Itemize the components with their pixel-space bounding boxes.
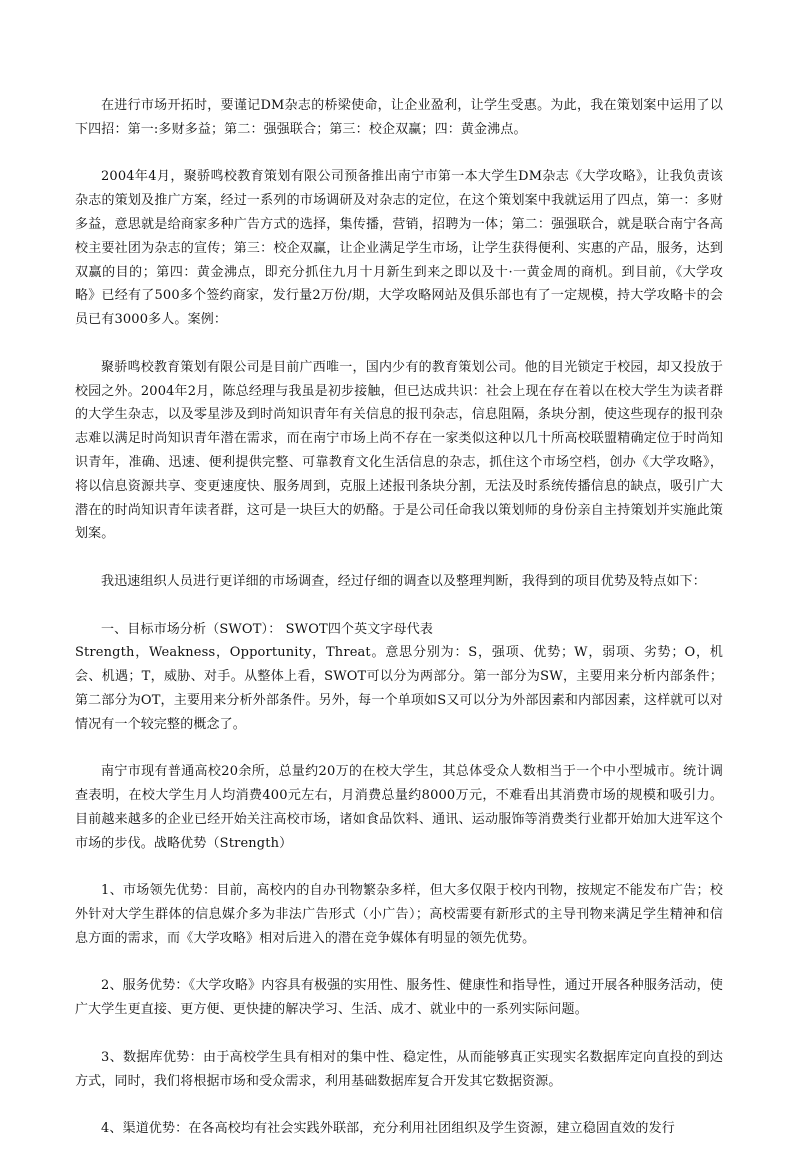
paragraph-company: 聚骄鸣校教育策划有限公司是目前广西唯一，国内少有的教育策划公司。他的目光锁定于校园，却又投放于校园之外。2004年2月，陈总经理与我虽是初步接触，但已达成共识：社会上现在存在着以在校大学生为读者群的大学生杂志，以及零星涉及到时尚知识青年有关信息的报刊杂志，信息阻隔，条块分割，使这些现存的报刊杂志难以满足时尚知识青年潜在需求，而在南宁市场上尚不存在一家类似这种以几十所高校联盟精确定位于时尚知识青年，准确、迅速、便利提供完整、可靠教育文化生活信息的杂志，抓住这个市场空档，创办《大学攻略》，将以信息资源共享、变更速度快、服务周到，克服上述报刊条块分割，无法及时系统传播信息的缺点，吸引广大潜在的时尚知识青年读者群，这可是一块巨大的奶酪。于是公司任命我以策划师的身份亲自主持策划并实施此策划案。 <box>75 359 723 542</box>
paragraph-advantage-market-lead: 1、市场领先优势：目前，高校内的自办刊物繁杂多样，但大多仅限于校内刊物，按规定不能发布广告；校外针对大学生群体的信息媒介多为非法广告形式（小广告）；高校需要有新形式的主导刊物来满足学生精神和信息方面的需求，而《大学攻略》相对后进入的潜在竞争媒体有明显的领先优势。 <box>75 883 723 946</box>
paragraph-market: 南宁市现有普通高校20余所，总量约20万的在校大学生，其总体受众人数相当于一个中小型城市。统计调查表明，在校大学生月人均消费400元左右，月消费总量约8000万元，不难看出其消费市场的规模和吸引力。目前越来越多的企业已经开始关注高校市场，诸如食品饮料、通讯、运动服饰等消费类行业都开始加大进军这个市场的步伐。战略优势（Strength） <box>75 764 723 851</box>
section-heading-swot: 一、目标市场分析（SWOT）： SWOT四个英文字母代表 <box>101 621 434 637</box>
paragraph-advantage-service: 2、服务优势：《大学攻略》内容具有极强的实用性、服务性、健康性和指导性，通过开展各种服务活动，使广大学生更直接、更方便、更快捷的解决学习、生活、成才、就业中的一系列实际问题。 <box>75 978 723 1018</box>
paragraph-intro: 在进行市场开拓时，要谨记DM杂志的桥梁使命，让企业盈利，让学生受惠。为此，我在策划案中运用了以下四招：第一:多财多益；第二：强强联合；第三：校企双赢；四：黄金沸点。 <box>75 98 723 137</box>
document-page <box>75 94 723 1165</box>
paragraph-advantage-database: 3、数据库优势：由于高校学生具有相对的集中性、稳定性，从而能够真正实现实名数据库定向直投的到达方式，同时，我们将根据市场和受众需求，利用基础数据库复合开发其它数据资源。 <box>75 1049 723 1089</box>
paragraph-advantage-channel: 4、渠道优势：在各高校均有社会实践外联部，充分利用社团组织及学生资源，建立稳固直效的发行 <box>101 1121 675 1137</box>
paragraph-swot-definition: Strength，Weakness，Opportunity，Threat。意思分别为：S，强项、优势；W，弱项、劣势；O，机会、机遇；T，威胁、对手。从整体上看，SWOT可以分为两部分。第一部分为SW，主要用来分析内部条件；第二部分为OT，主要用来分析外部条件。另外，每一个单项如S又可以分为外部因素和内部因素，这样就可以对情况有一个较完整的概念了。 <box>75 645 723 732</box>
paragraph-background: 2004年4月，聚骄鸣校教育策划有限公司预备推出南宁市第一本大学生DM杂志《大学攻略》，让我负责该杂志的策划及推广方案，经过一系列的市场调研及对杂志的定位，在这个策划案中我就运用了四点，第一：多财多益，意思就是给商家多种广告方式的选择，集传播，营销，招聘为一体；第二：强强联合，就是联合南宁各高校主要社团为杂志的宣传；第三：校企双赢，让企业满足学生市场，让学生获得便利、实惠的产品，服务，达到双赢的目的；第四：黄金沸点，即充分抓住九月十月新生到来之即以及十·一黄金周的商机。到目前，《大学攻略》已经有了500多个签约商家，发行量2万份/期，大学攻略网站及俱乐部也有了一定规模，持大学攻略卡的会员已有3000多人。案例： <box>75 169 723 328</box>
paragraph-survey: 我迅速组织人员进行更详细的市场调查，经过仔细的调查以及整理判断，我得到的项目优势及特点如下： <box>101 573 706 589</box>
